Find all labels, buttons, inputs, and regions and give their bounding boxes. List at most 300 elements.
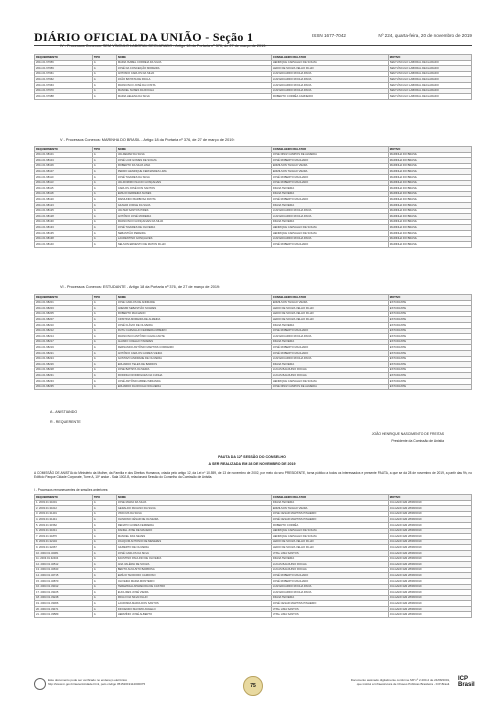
- table-cell: EUCLIDES JOSÉ VIEIRA: [116, 590, 271, 596]
- table-cell: A: [92, 606, 116, 612]
- table-cell: ROBERTO MACHADO: [116, 311, 271, 317]
- table-cell: A: [92, 328, 116, 334]
- table-cell: LUCAS BALDUINO ROCHA: [271, 567, 388, 573]
- table-cell: 12. 2003.01.32512: [35, 562, 93, 568]
- table-cell: A: [92, 345, 116, 351]
- table-cell: 2011.01.68203: [35, 306, 93, 312]
- table-cell: VINÍCIUS DA SILVA: [116, 511, 271, 517]
- column-header: CONSELHEIRO RELATOR: [271, 495, 388, 501]
- table-cell: A: [92, 242, 116, 248]
- table-cell: MARINHA DO BRASIL: [388, 152, 471, 158]
- table-cell: JULGADO EM 28/08/2019: [388, 578, 471, 584]
- table-cell: GILMAR JORGE DA SILVA: [116, 202, 271, 208]
- table-cell: JOSÉ ROBERTO MACHADO: [271, 573, 388, 579]
- table-cell: 2011.01.68101: [35, 152, 93, 158]
- table-cell: JOSÉ ROBERTO MACHADO: [271, 350, 388, 356]
- table-cell: 2011.01.68130: [35, 219, 93, 225]
- table-cell: GERALDO PAULINO DA SILVA: [116, 506, 271, 512]
- table-cell: LUCAS BALDUINO ROCHA: [271, 373, 388, 379]
- table-cell: NELSON ERNESTO DE MATOS FILHO: [116, 242, 271, 248]
- table-cell: A: [92, 158, 116, 164]
- table-cell: 1. 2003.01.31001: [35, 500, 93, 506]
- table-cell: 2011.01.68228: [35, 367, 93, 373]
- table-cell: A: [92, 545, 116, 551]
- table-cell: A: [92, 214, 116, 220]
- table-cell: 2011.01.68123: [35, 202, 93, 208]
- table-cell: JULGADO EM 28/08/2019: [388, 590, 471, 596]
- table-cell: 2011.01.67959: [35, 66, 93, 72]
- page-header: [34, 30, 472, 44]
- legend-requerente: R - REQUERENTE: [50, 420, 81, 424]
- table-cell: JOSÉ ROBERTO MACHADO: [271, 180, 388, 186]
- table-cell: JULGADO EM 28/08/2019: [388, 567, 471, 573]
- table-cell: LEDIO DE SOUZA VELHO FILHO: [271, 66, 388, 72]
- table-cell: 2011.01.68107: [35, 169, 93, 175]
- table-cell: 20. 2003.01.33471: [35, 606, 93, 612]
- section-vi-title: VI - Processos Conexos: ESTUDANTE - Artigo 18 da Portaria nº 376, de 27 de março de 2019:: [60, 285, 221, 289]
- publication-title: DIÁRIO OFICIAL DA UNIÃO - Seção 1: [34, 30, 254, 44]
- table-cell: DIGNA TEIXEIRA: [271, 500, 388, 506]
- table-cell: 2011.01.68205: [35, 311, 93, 317]
- table-cell: LUIZ EDUARDO ROCHA PAIVA: [271, 356, 388, 362]
- table-cell: A: [92, 306, 116, 312]
- table-cell: 2011.01.68128: [35, 214, 93, 220]
- table-cell: 2011.01.68110: [35, 174, 93, 180]
- table-cell: A: [92, 191, 116, 197]
- table-cell: VALDEMAR DA SILVA: [116, 152, 271, 158]
- table-cell: JULGADO EM 28/08/2019: [388, 612, 471, 618]
- table-cell: 2011.01.67988: [35, 94, 93, 100]
- column-header: REQUERIMENTO: [35, 147, 93, 153]
- table-cell: SEM VÍNCULO LABORAL DECLARADO: [388, 60, 471, 66]
- agenda-paragraph: A COMISSÃO DE ANISTIA do Ministério da Mulher, da Família e dos Direitos Humanos, criada pelo artigo 12, da Lei nº 10.559, de 13 de novembro de 2002, por meio do seu PRESIDENTE, torna público a todos os interessados e presente PAUTA, a que se dá 28 de novembro de 2019, a partir das 9h, no Edifício Parque Cidade Corporate, Torre A, 10º andar - Sala 1002-B, relacionará Sessão do Conselho da Comissão de Anistia.: [34, 471, 472, 480]
- table-cell: A: [92, 230, 116, 236]
- table-cell: A: [92, 500, 116, 506]
- table-cell: LEDIO DE SOUZA VELHO FILHO: [271, 306, 388, 312]
- footer-right: [351, 678, 450, 686]
- table-cell: MARINHA DO BRASIL: [388, 191, 471, 197]
- section-vi-table: [34, 294, 472, 390]
- table-cell: A: [92, 595, 116, 601]
- footer-left: [48, 678, 145, 686]
- table-cell: 15. 2003.01.32870: [35, 578, 93, 584]
- table-cell: 2011.01.68231: [35, 373, 93, 379]
- table-cell: SEM VÍNCULO LABORAL DECLARADO: [388, 66, 471, 72]
- column-header: CONSELHEIRO RELATOR: [271, 295, 388, 301]
- table-cell: BENTO AUGUSTO BARBOSA: [116, 567, 271, 573]
- table-cell: JULGADO EM 28/08/2019: [388, 573, 471, 579]
- footer-verify-text: Este documento pode ser verificado no endereço eletrônico: [48, 678, 128, 682]
- table-cell: CRISTINA MOREIRA DE ALMEIDA: [116, 317, 271, 323]
- table-cell: A: [92, 590, 116, 596]
- table-cell: HERMÍNIO JOSÉ ALBERTO: [116, 612, 271, 618]
- table-cell: A: [92, 550, 116, 556]
- table-cell: A: [92, 82, 116, 88]
- table-cell: LUIZ EDUARDO ROCHA PAIVA: [271, 77, 388, 83]
- table-cell: LEDIO DE SOUZA VELHO FILHO: [271, 545, 388, 551]
- table-cell: EMÍLIO TEODORO CARDOSO: [116, 573, 271, 579]
- table-cell: A: [92, 225, 116, 231]
- table-cell: A: [92, 197, 116, 203]
- table-cell: A: [92, 169, 116, 175]
- table-cell: ESTUDANTE: [388, 362, 471, 368]
- table-cell: JOSÉ DINIZ CAMPOS DE ALMEIDA: [271, 384, 388, 390]
- table-cell: 2011.01.68135: [35, 230, 93, 236]
- table-cell: LUIZ EDUARDO ROCHA PAIVA: [271, 82, 388, 88]
- table-cell: 9. 2003.01.32267: [35, 545, 93, 551]
- table-cell: RAIMUNDO BARBOSA FROTA: [116, 197, 271, 203]
- table-cell: A: [92, 573, 116, 579]
- table-cell: LUIZ EDUARDO ROCHA PAIVA: [271, 208, 388, 214]
- agenda-title: PAUTA DA 12ª SESSÃO DO CONSELHO: [218, 455, 286, 459]
- table-cell: JOSÉ TAVARES DA SILVA: [116, 174, 271, 180]
- table-cell: LAURINDA MARIA DOS SANTOS: [116, 601, 271, 607]
- column-header: REQUERIMENTO: [35, 295, 93, 301]
- table-cell: VALTER SANTOS PIRES: [116, 208, 271, 214]
- table-cell: SEM VÍNCULO LABORAL DECLARADO: [388, 77, 471, 83]
- table-cell: A: [92, 66, 116, 72]
- table-cell: VITAL LIMA SANTOS: [271, 550, 388, 556]
- table-cell: A: [92, 373, 116, 379]
- table-cell: ANA VALÉRIA DE SOUZA: [116, 562, 271, 568]
- signature-name: JOÃO HENRIQUE NASCIMENTO DE FREITAS: [371, 432, 444, 436]
- table-cell: ESTUDANTE: [388, 334, 471, 340]
- table-cell: JULGADO EM 28/08/2019: [388, 545, 471, 551]
- table-cell: 13. 2003.01.32633: [35, 567, 93, 573]
- table-cell: JULGADO EM 28/08/2019: [388, 528, 471, 534]
- table-cell: A: [92, 612, 116, 618]
- table-cell: ADEMIR SEBASTIÃO SOARES: [116, 306, 271, 312]
- table-cell: ESTUDANTE: [388, 373, 471, 379]
- table-cell: RODRIGO RODRIGUES DA CUNHA: [116, 373, 271, 379]
- agenda-table: [34, 494, 472, 618]
- table-cell: DIGNA TEIXEIRA: [271, 556, 388, 562]
- table-cell: 2. 2003.01.31012: [35, 506, 93, 512]
- table-cell: A: [92, 578, 116, 584]
- table-cell: LEDIO DE SOUZA VELHO FILHO: [271, 317, 388, 323]
- table-cell: MARIA HELENA DA SILVA: [116, 94, 271, 100]
- table-cell: SEM VÍNCULO LABORAL DECLARADO: [388, 88, 471, 94]
- table-cell: ESTUDANTE: [388, 317, 471, 323]
- table-cell: LUCAS BALDUINO ROCHA: [271, 367, 388, 373]
- table-cell: ESTUDANTE: [388, 322, 471, 328]
- edition-date: Nº 224, quarta-feira, 20 de novembro de 2019: [378, 33, 472, 38]
- table-cell: MARINHA DO BRASIL: [388, 163, 471, 169]
- table-cell: 2011.01.68235: [35, 384, 93, 390]
- table-cell: A: [92, 334, 116, 340]
- table-cell: A: [92, 506, 116, 512]
- section-iv-table: [34, 54, 472, 100]
- table-cell: ESTUDANTE: [388, 300, 471, 306]
- table-cell: HENRIQUE CARVALHO DE SOUZA: [271, 378, 388, 384]
- table-cell: MARINHA DO BRASIL: [388, 214, 471, 220]
- table-cell: 2011.01.68140: [35, 242, 93, 248]
- table-cell: DIGNA TEIXEIRA: [271, 219, 388, 225]
- table-cell: JOSÉ CARLOS DA SILVA: [116, 550, 271, 556]
- table-cell: A: [92, 584, 116, 590]
- table-cell: JULGADO EM 28/08/2019: [388, 511, 471, 517]
- table-cell: JOSÉ ROBERTO MACHADO: [271, 174, 388, 180]
- table-cell: 2011.01.68138: [35, 236, 93, 242]
- table-cell: MARINHA DO BRASIL: [388, 208, 471, 214]
- signature-role: Presidente da Comissão de Anistia: [391, 439, 444, 443]
- table-cell: A: [92, 522, 116, 528]
- table-cell: GILBERTO DE OLIVEIRA: [116, 545, 271, 551]
- table-cell: A: [92, 186, 116, 192]
- table-cell: A: [92, 88, 116, 94]
- table-cell: HENRIQUE CARVALHO DE SOUZA: [271, 60, 388, 66]
- table-cell: 2011.01.68217: [35, 339, 93, 345]
- table-cell: DIGNA TEIXEIRA: [271, 186, 388, 192]
- table-cell: DIGNA TEIXEIRA: [271, 202, 388, 208]
- table-cell: 2011.01.68221: [35, 350, 93, 356]
- section-iv-title: IV - Processos Conexos: SEM VÍNCULO LABORAL DECLARADO - Artigo 18 da Portaria nº 376, de 27 de março de 2019:: [60, 44, 267, 48]
- table-cell: A: [92, 367, 116, 373]
- table-cell: OLIVEIRA MARIA MONTEIRO: [116, 578, 271, 584]
- table-cell: JOSÉ TAVARES DE OLIVEIRA: [116, 225, 271, 231]
- table-cell: DIGNA TEIXEIRA: [271, 322, 388, 328]
- table-cell: 17. 2003.01.33105: [35, 590, 93, 596]
- table-cell: ESTUDANTE: [388, 378, 471, 384]
- table-row: [35, 242, 472, 248]
- table-cell: ESTUDANTE: [388, 306, 471, 312]
- table-cell: 18. 2003.01.33248: [35, 595, 93, 601]
- section-v-table: [34, 146, 472, 248]
- table-cell: ESTUDANTE: [388, 350, 471, 356]
- table-cell: TEREZINHA APARECIDA DE CASTRO: [116, 584, 271, 590]
- table-cell: A: [92, 317, 116, 323]
- table-cell: 2011.01.68226: [35, 362, 93, 368]
- table-cell: ANTÔNIO CARLOS DA SILVA: [116, 71, 271, 77]
- table-cell: JULGADO EM 28/08/2019: [388, 500, 471, 506]
- table-cell: LUIZ EDUARDO ROCHA PAIVA: [271, 584, 388, 590]
- table-cell: JOSÉ CESAR MARTINS PINHEIRO: [271, 511, 388, 517]
- table-cell: 3. 2003.01.31401: [35, 511, 93, 517]
- column-header: NOME: [116, 295, 271, 301]
- table-cell: 2011.01.67961: [35, 71, 93, 77]
- table-cell: EDUARDO TELES DE BARROS: [116, 362, 271, 368]
- table-cell: RUTH CARVALHO FERREIRA RIBEIRO: [116, 328, 271, 334]
- table-cell: HENRIQUE CARVALHO DE SOUZA: [271, 534, 388, 540]
- column-header: CONSELHEIRO RELATOR: [271, 55, 388, 61]
- table-cell: A: [92, 556, 116, 562]
- table-cell: A: [92, 219, 116, 225]
- table-cell: 2011.01.68113: [35, 180, 93, 186]
- table-cell: A: [92, 208, 116, 214]
- table-cell: A: [92, 236, 116, 242]
- table-cell: ROBERTO CORRÊA: [271, 522, 388, 528]
- column-header: TIPO: [92, 55, 116, 61]
- table-cell: JULGADO EM 28/08/2019: [388, 601, 471, 607]
- page-number: 75: [243, 676, 263, 696]
- column-header: MOTIVO: [388, 495, 471, 501]
- table-cell: 7. 2003.01.31876: [35, 534, 93, 540]
- table-cell: 2011.01.67956: [35, 60, 93, 66]
- table-cell: DIGNA TEIXEIRA: [271, 339, 388, 345]
- table-cell: MARINHA DO BRASIL: [388, 225, 471, 231]
- table-cell: JULGADO EM 28/08/2019: [388, 584, 471, 590]
- table-cell: MANOEL DAS NEVES: [116, 534, 271, 540]
- table-cell: A: [92, 300, 116, 306]
- table-cell: MARINHA DO BRASIL: [388, 180, 471, 186]
- table-cell: JOÃO BATISTA DE PAULA: [116, 77, 271, 83]
- table-cell: LUIZ EDUARDO ROCHA PAIVA: [271, 88, 388, 94]
- table-cell: 2011.01.67963: [35, 82, 93, 88]
- table-cell: 11. 2003.01.32404: [35, 556, 93, 562]
- table-cell: MARINHA DO BRASIL: [388, 202, 471, 208]
- table-cell: ESTUDANTE: [388, 328, 471, 334]
- table-cell: 16. 2003.01.33012: [35, 584, 93, 590]
- table-cell: A: [92, 562, 116, 568]
- table-cell: 2011.01.68214: [35, 334, 93, 340]
- table-cell: MARINHA DO BRASIL: [388, 186, 471, 192]
- table-cell: EDMILSON THIAGO VIEIRA: [271, 300, 388, 306]
- table-cell: MARINHA DO BRASIL: [388, 219, 471, 225]
- table-cell: HENRIQUE CARVALHO DE SOUZA: [271, 528, 388, 534]
- table-cell: MANOEL NUNES DA ROCHA: [116, 88, 271, 94]
- table-row: [35, 612, 472, 618]
- column-header: TIPO: [92, 147, 116, 153]
- column-header: NOME: [116, 55, 271, 61]
- table-cell: JOSÉ MARIA DA SILVA: [116, 500, 271, 506]
- table-cell: A: [92, 601, 116, 607]
- table-cell: JOSÉ ROBERTO MACHADO: [271, 578, 388, 584]
- table-cell: RENATO GOMES FERREIRA: [116, 522, 271, 528]
- table-cell: JOSÉ CARLOS DE ANDRADE: [116, 300, 271, 306]
- table-cell: A: [92, 94, 116, 100]
- table-cell: A: [92, 384, 116, 390]
- column-header: CONSELHEIRO RELATOR: [271, 147, 388, 153]
- table-cell: 2011.01.68106: [35, 163, 93, 169]
- table-cell: 21. 2003.01.33589: [35, 612, 93, 618]
- column-header: REQUERIMENTO: [35, 495, 93, 501]
- table-cell: A: [92, 322, 116, 328]
- column-header: TIPO: [92, 495, 116, 501]
- table-cell: ESTUDANTE: [388, 367, 471, 373]
- table-cell: A: [92, 528, 116, 534]
- table-cell: A: [92, 339, 116, 345]
- table-cell: ANTÔNIO CARLOS GOMES VIEIRA: [116, 350, 271, 356]
- table-cell: EDMILSON THIAGO VIEIRA: [271, 169, 388, 175]
- table-cell: ESTUDANTE: [388, 311, 471, 317]
- table-cell: ESTUDANTE: [388, 345, 471, 351]
- table-cell: MARINHA DO BRASIL: [388, 174, 471, 180]
- table-cell: EDMILSON THIAGO VIEIRA: [271, 506, 388, 512]
- table-cell: VALDOMIRO INÁCIO GONÇALVES: [116, 180, 271, 186]
- table-cell: JOSÉ ROBERTO MACHADO: [271, 158, 388, 164]
- table-cell: JULGADO EM 28/08/2019: [388, 522, 471, 528]
- table-cell: A: [92, 378, 116, 384]
- table-cell: FERNANDO ANTÔNIO MARTINS CORDEIRO: [116, 345, 271, 351]
- table-cell: 2011.01.68210: [35, 322, 93, 328]
- table-cell: GUSTAVO ANDRADE DE OLIVEIRA: [116, 356, 271, 362]
- table-cell: 2011.01.68207: [35, 317, 93, 323]
- column-header: MOTIVO: [388, 55, 471, 61]
- table-cell: JOSÉ CESAR MARTINS PINHEIRO: [271, 601, 388, 607]
- table-cell: DIGNA TEIXEIRA: [271, 595, 388, 601]
- table-cell: ESTUDANTE: [388, 339, 471, 345]
- table-cell: LUIZ EDUARDO ROCHA PAIVA: [271, 334, 388, 340]
- table-cell: VITAL LIMA SANTOS: [271, 606, 388, 612]
- column-header: NOME: [116, 147, 271, 153]
- table-cell: VITAL LIMA SANTOS: [271, 612, 388, 618]
- table-cell: SEM VÍNCULO LABORAL DECLARADO: [388, 94, 471, 100]
- table-cell: JOSÉ DA CONCEIÇÃO MOREIRA: [116, 66, 271, 72]
- table-cell: 2011.01.68219: [35, 345, 93, 351]
- column-header: NOME: [116, 495, 271, 501]
- table-cell: A: [92, 163, 116, 169]
- table-cell: A: [92, 152, 116, 158]
- table-cell: JULGADO EM 28/08/2019: [388, 534, 471, 540]
- table-cell: JOSÉ LUIZ GOMES DE SOUZA: [116, 158, 271, 164]
- table-cell: MARINHA DO BRASIL: [388, 230, 471, 236]
- table-cell: A: [92, 311, 116, 317]
- footer-verify-url[interactable]: http://www.in.gov.br/autenticidade.html, pelo código 05152019112000075: [48, 682, 146, 686]
- table-cell: MARIA ISABEL CORREIA DA SILVA: [116, 60, 271, 66]
- table-cell: A: [92, 180, 116, 186]
- table-cell: MARINHA DO BRASIL: [388, 236, 471, 242]
- table-cell: JULGADO EM 28/08/2019: [388, 517, 471, 523]
- table-cell: DIGNA TEIXEIRA: [271, 362, 388, 368]
- column-header: REQUERIMENTO: [35, 55, 93, 61]
- table-cell: JULGADO EM 28/08/2019: [388, 556, 471, 562]
- table-cell: EDUARDO DA ROCHA NOGUEIRA: [116, 384, 271, 390]
- table-cell: A: [92, 60, 116, 66]
- table-cell: SEM VÍNCULO LABORAL DECLARADO: [388, 82, 471, 88]
- table-cell: DIGNA TEIXEIRA: [271, 191, 388, 197]
- table-cell: A: [92, 511, 116, 517]
- table-cell: ESTUDANTE: [388, 356, 471, 362]
- table-cell: JOSÉ ROBERTO MACHADO: [271, 197, 388, 203]
- seal-icon: [34, 678, 46, 690]
- table-cell: SEM VÍNCULO LABORAL DECLARADO: [388, 71, 471, 77]
- table-cell: A: [92, 534, 116, 540]
- table-cell: 19. 2003.01.33366: [35, 601, 93, 607]
- table-cell: 2011.01.67962: [35, 77, 93, 83]
- table-cell: JOSÉ ROBERTO MACHADO: [271, 242, 388, 248]
- table-cell: LUIZ EDUARDO ROCHA PAIVA: [271, 236, 388, 242]
- table-cell: JOSÉ ANTÔNIO ABREU MIRANDA: [116, 378, 271, 384]
- table-cell: JOSÉ ROBERTO MACHADO: [271, 345, 388, 351]
- table-cell: ANTÔNIO JOSÉ MOREIRA: [116, 214, 271, 220]
- table-cell: 2011.01.68125: [35, 208, 93, 214]
- table-cell: LUIZ EDUARDO ROCHA PAIVA: [271, 214, 388, 220]
- table-cell: LAURENTINO GONÇALVES: [116, 236, 271, 242]
- table-cell: 2011.01.68233: [35, 378, 93, 384]
- table-cell: JOSÉ BATISTA OLIVEIRA: [116, 367, 271, 373]
- table-cell: JOAQUIM ANTÔNIO DE MENEZES: [116, 539, 271, 545]
- table-cell: FRANCISCO GONÇALVES DA SILVA: [116, 219, 271, 225]
- table-cell: 4. 2003.01.31441: [35, 517, 93, 523]
- table-cell: EDMILSON THIAGO VIEIRA: [271, 163, 388, 169]
- table-cell: ROBERTO CORRÊA CARNEIRO: [271, 94, 388, 100]
- table-cell: EMÍLIO FERREIRA NUNES: [116, 191, 271, 197]
- table-cell: A: [92, 202, 116, 208]
- table-cell: A: [92, 350, 116, 356]
- table-cell: HENRIQUE CARVALHO DE SOUZA: [271, 225, 388, 231]
- table-cell: JOSÉ CESAR MARTINS PINHEIRO: [271, 517, 388, 523]
- issn: ISSN 1677-7042: [312, 33, 346, 38]
- table-cell: MARINHA DO BRASIL: [388, 197, 471, 203]
- table-cell: A: [92, 77, 116, 83]
- table-cell: PAULO DA SILVA FILHO: [116, 595, 271, 601]
- table-cell: 2011.01.68224: [35, 356, 93, 362]
- column-header: TIPO: [92, 295, 116, 301]
- table-cell: LUIZ EDUARDO ROCHA PAIVA: [271, 71, 388, 77]
- section-v-title: V - Processos Conexos: MARINHA DO BRASIL - Artigo 18 da Portaria nº 376, de 27 de março de 2019:: [60, 138, 235, 142]
- table-cell: JULGADO EM 28/08/2019: [388, 550, 471, 556]
- table-cell: A: [92, 356, 116, 362]
